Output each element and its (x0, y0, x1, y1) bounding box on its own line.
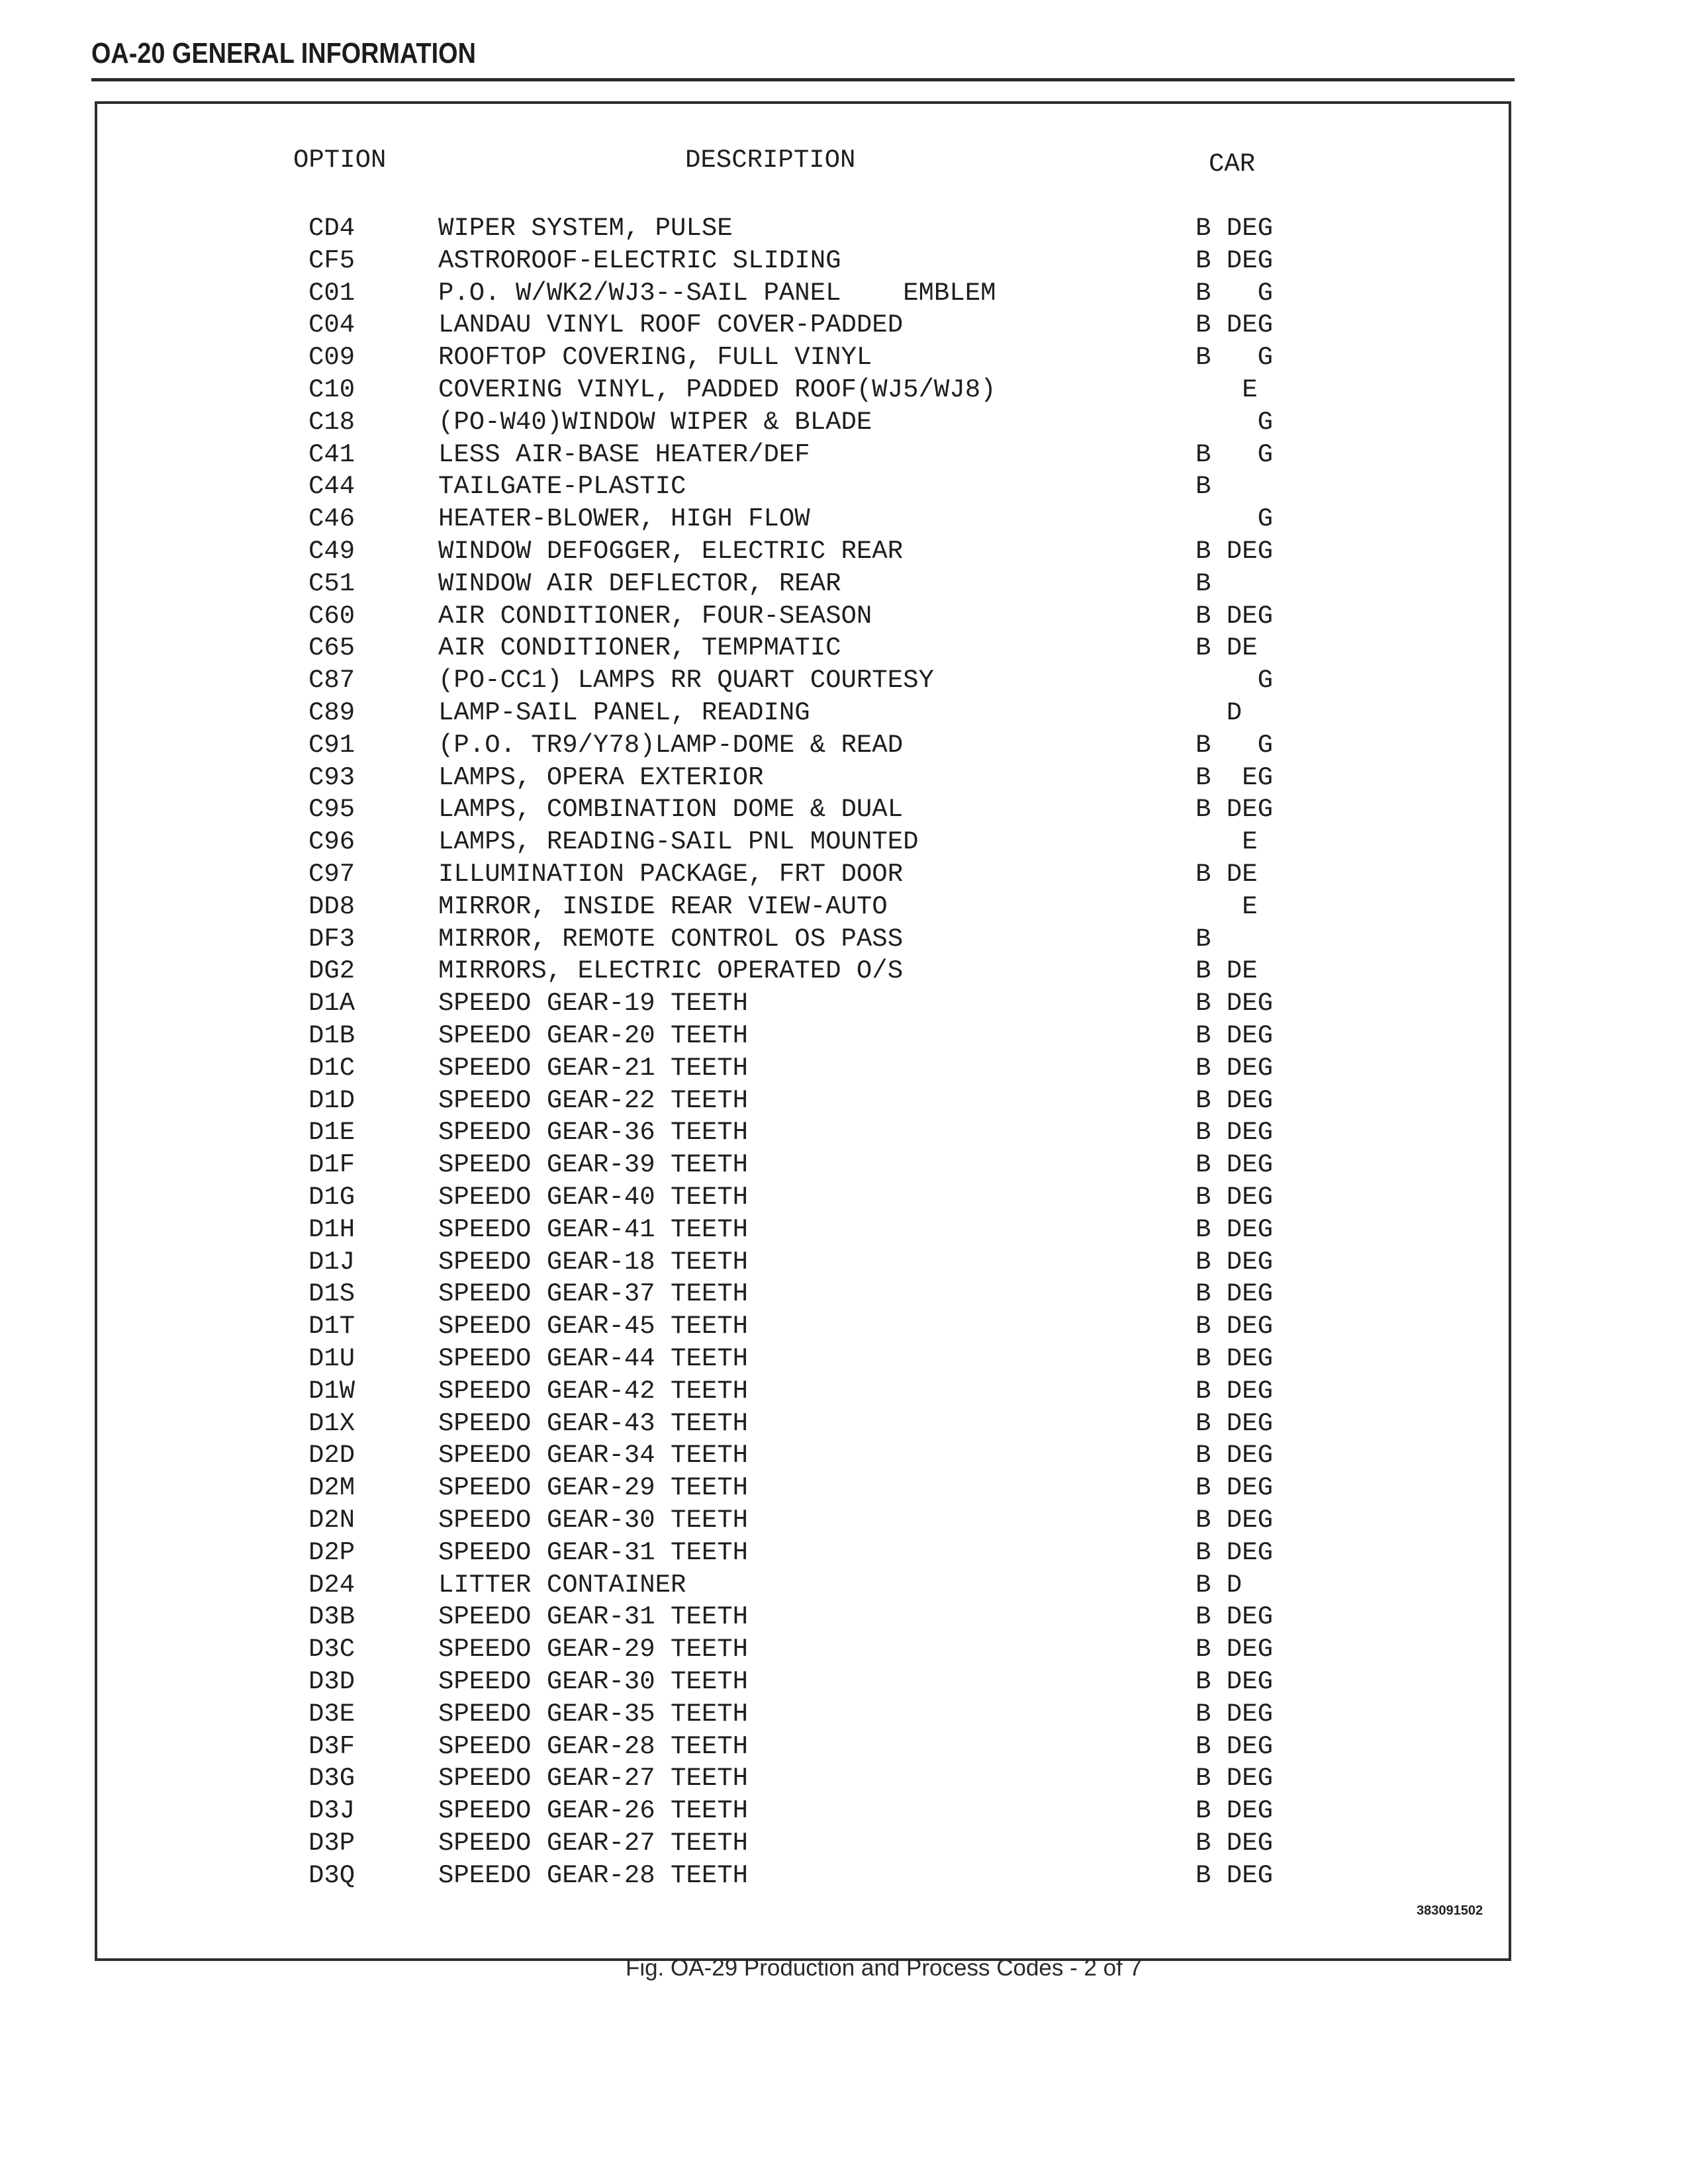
option-description: ILLUMINATION PACKAGE, FRT DOOR (438, 860, 904, 889)
car-codes: E (1196, 827, 1258, 856)
option-code: C01 (308, 279, 355, 308)
car-codes: B G (1196, 279, 1274, 308)
car-codes: E (1196, 892, 1258, 921)
page-title: OA-20 GENERAL INFORMATION (91, 37, 476, 69)
car-codes: B DEG (1196, 537, 1274, 566)
option-description: WINDOW AIR DEFLECTOR, REAR (438, 569, 841, 598)
option-description: (PO-CC1) LAMPS RR QUART COURTESY (438, 666, 934, 695)
option-description: SPEEDO GEAR-31 TEETH (438, 1538, 749, 1567)
car-codes: B DEG (1196, 1279, 1274, 1308)
option-description: SPEEDO GEAR-45 TEETH (438, 1312, 749, 1341)
car-codes: B DEG (1196, 1473, 1274, 1502)
option-code: C44 (308, 472, 355, 501)
option-code: C49 (308, 537, 355, 566)
option-description: SPEEDO GEAR-42 TEETH (438, 1377, 749, 1406)
car-codes: B DEG (1196, 214, 1274, 243)
option-description: SPEEDO GEAR-30 TEETH (438, 1506, 749, 1535)
option-description: SPEEDO GEAR-21 TEETH (438, 1054, 749, 1083)
option-code: D3D (308, 1667, 355, 1696)
option-code: D1C (308, 1054, 355, 1083)
option-code: C65 (308, 633, 355, 662)
car-codes: B DEG (1196, 1538, 1274, 1567)
option-code: C04 (308, 310, 355, 340)
car-codes: B DEG (1196, 1150, 1274, 1179)
car-codes: G (1196, 504, 1274, 533)
car-codes: B DE (1196, 860, 1258, 889)
car-codes: B DEG (1196, 1377, 1274, 1406)
option-description: SPEEDO GEAR-31 TEETH (438, 1602, 749, 1631)
option-description: SPEEDO GEAR-36 TEETH (438, 1118, 749, 1147)
option-description: SPEEDO GEAR-28 TEETH (438, 1861, 749, 1890)
option-code: C91 (308, 731, 355, 760)
option-code: D1H (308, 1215, 355, 1244)
car-codes: B EG (1196, 763, 1274, 792)
car-codes: G (1196, 666, 1274, 695)
option-code: DG2 (308, 956, 355, 985)
option-code: D3C (308, 1635, 355, 1664)
page-header (91, 37, 1515, 85)
option-code: D1E (308, 1118, 355, 1147)
option-code: D3E (308, 1700, 355, 1729)
car-codes: B DEG (1196, 1021, 1274, 1050)
car-codes: B DEG (1196, 1118, 1274, 1147)
column-header-car: CAR (1209, 150, 1256, 179)
option-code: D1A (308, 989, 355, 1018)
option-code: C96 (308, 827, 355, 856)
header-rule (91, 78, 1515, 81)
car-codes: B DEG (1196, 1829, 1274, 1858)
option-description: SPEEDO GEAR-43 TEETH (438, 1409, 749, 1438)
option-code: D3J (308, 1796, 355, 1825)
option-code: D1J (308, 1248, 355, 1277)
option-code: C97 (308, 860, 355, 889)
option-description: SPEEDO GEAR-22 TEETH (438, 1086, 749, 1115)
option-code: D1B (308, 1021, 355, 1050)
option-code: D2D (308, 1441, 355, 1470)
column-header-description: DESCRIPTION (685, 146, 856, 175)
option-code: D3B (308, 1602, 355, 1631)
column-header-option: OPTION (293, 146, 387, 175)
car-codes: B (1196, 472, 1211, 501)
option-code: D1G (308, 1183, 355, 1212)
option-code: C41 (308, 440, 355, 469)
car-codes: B DEG (1196, 602, 1274, 631)
car-codes: G (1196, 408, 1274, 437)
option-code: D3F (308, 1732, 355, 1761)
car-codes: B DEG (1196, 1861, 1274, 1890)
option-code: DF3 (308, 925, 355, 954)
option-description: SPEEDO GEAR-41 TEETH (438, 1215, 749, 1244)
car-codes: B DEG (1196, 1602, 1274, 1631)
option-description: WIPER SYSTEM, PULSE (438, 214, 733, 243)
car-codes: B DE (1196, 633, 1258, 662)
option-description: ASTROROOF-ELECTRIC SLIDING (438, 246, 841, 275)
car-codes: B DEG (1196, 1312, 1274, 1341)
option-code: D3G (308, 1764, 355, 1793)
car-codes: B DEG (1196, 1215, 1274, 1244)
car-codes: B DEG (1196, 1086, 1274, 1115)
option-code: C87 (308, 666, 355, 695)
option-code: C93 (308, 763, 355, 792)
document-number: 383091502 (1417, 1903, 1483, 1918)
option-description: TAILGATE-PLASTIC (438, 472, 686, 501)
option-code: CF5 (308, 246, 355, 275)
car-codes: B DEG (1196, 1732, 1274, 1761)
option-code: D2P (308, 1538, 355, 1567)
option-code: C60 (308, 602, 355, 631)
car-codes: B G (1196, 440, 1274, 469)
car-codes: B DEG (1196, 795, 1274, 824)
option-description: MIRROR, REMOTE CONTROL OS PASS (438, 925, 904, 954)
option-description: SPEEDO GEAR-30 TEETH (438, 1667, 749, 1696)
option-description: LAMPS, READING-SAIL PNL MOUNTED (438, 827, 919, 856)
car-codes: B D (1196, 1570, 1243, 1600)
car-codes: B DEG (1196, 1441, 1274, 1470)
option-code: C10 (308, 375, 355, 404)
option-code: C51 (308, 569, 355, 598)
car-codes: B DEG (1196, 989, 1274, 1018)
option-description: SPEEDO GEAR-28 TEETH (438, 1732, 749, 1761)
car-codes: B DEG (1196, 1667, 1274, 1696)
option-description: ROOFTOP COVERING, FULL VINYL (438, 343, 872, 372)
option-description: COVERING VINYL, PADDED ROOF(WJ5/WJ8) (438, 375, 996, 404)
option-code: D1U (308, 1344, 355, 1373)
car-codes: B DEG (1196, 310, 1274, 340)
option-code: D1X (308, 1409, 355, 1438)
option-description: SPEEDO GEAR-39 TEETH (438, 1150, 749, 1179)
figure-caption (0, 1955, 1688, 1981)
option-description: SPEEDO GEAR-34 TEETH (438, 1441, 749, 1470)
car-codes: B DEG (1196, 1409, 1274, 1438)
car-codes: D (1196, 698, 1243, 727)
car-codes: B DEG (1196, 246, 1274, 275)
car-codes: B DEG (1196, 1506, 1274, 1535)
option-code: CD4 (308, 214, 355, 243)
option-description: LAMP-SAIL PANEL, READING (438, 698, 810, 727)
figure-caption-text: Fig. OA-29 Production and Process Codes - 2 of 7 (625, 1955, 1143, 1981)
option-description: WINDOW DEFOGGER, ELECTRIC REAR (438, 537, 904, 566)
car-codes: B DEG (1196, 1183, 1274, 1212)
option-code: D1D (308, 1086, 355, 1115)
option-description: SPEEDO GEAR-20 TEETH (438, 1021, 749, 1050)
option-description: SPEEDO GEAR-27 TEETH (438, 1764, 749, 1793)
option-code: C95 (308, 795, 355, 824)
option-description: SPEEDO GEAR-29 TEETH (438, 1473, 749, 1502)
option-description: LANDAU VINYL ROOF COVER-PADDED (438, 310, 904, 340)
option-description: (PO-W40)WINDOW WIPER & BLADE (438, 408, 872, 437)
option-code: D1S (308, 1279, 355, 1308)
car-codes: B G (1196, 731, 1274, 760)
option-code: C89 (308, 698, 355, 727)
option-description: SPEEDO GEAR-18 TEETH (438, 1248, 749, 1277)
option-description: LAMPS, OPERA EXTERIOR (438, 763, 764, 792)
car-codes: B DEG (1196, 1796, 1274, 1825)
car-codes: B DEG (1196, 1344, 1274, 1373)
option-code: C46 (308, 504, 355, 533)
car-codes: B DEG (1196, 1248, 1274, 1277)
option-description: HEATER-BLOWER, HIGH FLOW (438, 504, 810, 533)
option-description: LITTER CONTAINER (438, 1570, 686, 1600)
option-description: SPEEDO GEAR-35 TEETH (438, 1700, 749, 1729)
car-codes: B G (1196, 343, 1274, 372)
option-description: MIRRORS, ELECTRIC OPERATED O/S (438, 956, 904, 985)
option-description: P.O. W/WK2/WJ3--SAIL PANEL EMBLEM (438, 279, 996, 308)
car-codes: B (1196, 569, 1211, 598)
option-code: D2N (308, 1506, 355, 1535)
option-code: D1T (308, 1312, 355, 1341)
option-code: D24 (308, 1570, 355, 1600)
option-code: D1W (308, 1377, 355, 1406)
car-codes: B DEG (1196, 1700, 1274, 1729)
option-description: SPEEDO GEAR-40 TEETH (438, 1183, 749, 1212)
option-description: SPEEDO GEAR-19 TEETH (438, 989, 749, 1018)
option-description: LAMPS, COMBINATION DOME & DUAL (438, 795, 904, 824)
option-description: SPEEDO GEAR-29 TEETH (438, 1635, 749, 1664)
option-description: SPEEDO GEAR-27 TEETH (438, 1829, 749, 1858)
option-description: AIR CONDITIONER, TEMPMATIC (438, 633, 841, 662)
car-codes: B DEG (1196, 1054, 1274, 1083)
car-codes: B DE (1196, 956, 1258, 985)
option-code: C18 (308, 408, 355, 437)
option-description: (P.O. TR9/Y78)LAMP-DOME & READ (438, 731, 904, 760)
car-codes: B DEG (1196, 1764, 1274, 1793)
option-description: AIR CONDITIONER, FOUR-SEASON (438, 602, 872, 631)
car-codes: B DEG (1196, 1635, 1274, 1664)
option-code: DD8 (308, 892, 355, 921)
option-description: SPEEDO GEAR-44 TEETH (438, 1344, 749, 1373)
car-codes: B (1196, 925, 1211, 954)
option-code: D3P (308, 1829, 355, 1858)
option-description: MIRROR, INSIDE REAR VIEW-AUTO (438, 892, 888, 921)
option-code: D2M (308, 1473, 355, 1502)
option-code: D1F (308, 1150, 355, 1179)
option-description: SPEEDO GEAR-37 TEETH (438, 1279, 749, 1308)
option-description: SPEEDO GEAR-26 TEETH (438, 1796, 749, 1825)
option-description: LESS AIR-BASE HEATER/DEF (438, 440, 810, 469)
car-codes: E (1196, 375, 1258, 404)
option-code: D3Q (308, 1861, 355, 1890)
option-code: C09 (308, 343, 355, 372)
